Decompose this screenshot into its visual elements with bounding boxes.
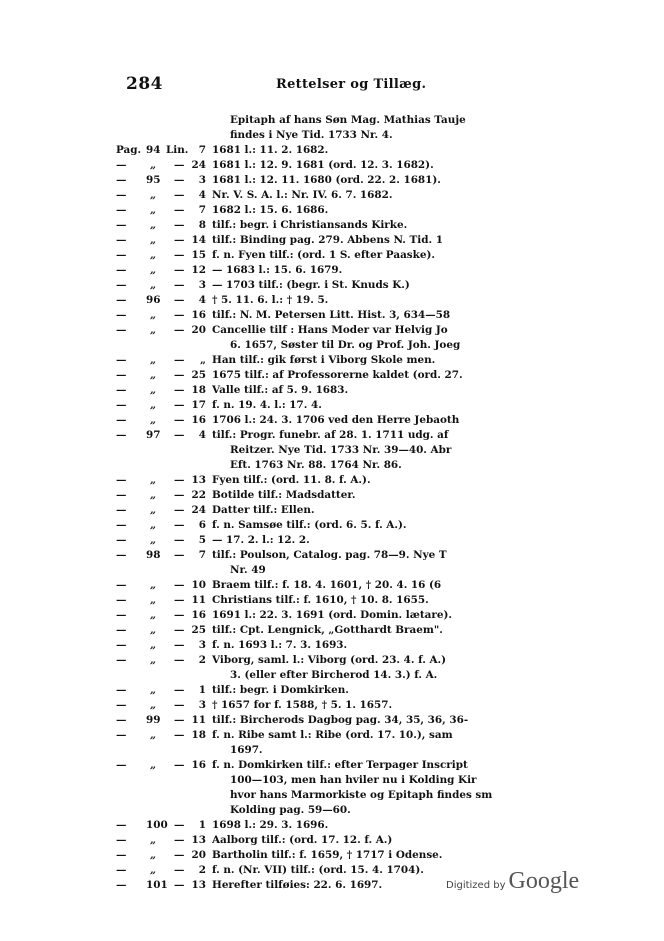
correction-text: Reitzer. Nye Tid. 1733 Nr. 39—40. Abr [230,444,452,456]
errata-line [0,608,664,623]
line-ref-dash: — [174,354,185,366]
errata-line [0,278,664,293]
errata-line [0,458,664,473]
page-ref-label: — [116,324,127,336]
correction-text: 1682 l.: 15. 6. 1686. [212,204,329,216]
page-ref-label: — [116,504,127,516]
page-ref-label: — [116,729,127,741]
errata-line [0,503,664,518]
page-ref-label: — [116,519,127,531]
line-ref-dash: — [174,879,185,891]
line-ref-dash: — [174,699,185,711]
ditto-mark: „ [150,204,156,216]
correction-text: 100—103, men han hviler nu i Kolding Kir [230,774,477,786]
page-ref-label: — [116,414,127,426]
correction-text: 1681 l.: 11. 2. 1682. [212,144,329,156]
correction-text: 1691 l.: 22. 3. 1691 (ord. Domin. lætare). [212,609,452,621]
line-ref-dash: — [174,234,185,246]
line-ref-number: 20 [191,324,206,336]
line-ref-dash: — [174,279,185,291]
line-ref-number: 25 [191,624,206,636]
errata-line [0,623,664,638]
page-ref-label: — [116,354,127,366]
ditto-mark: „ [150,249,156,261]
line-ref-number: 18 [191,729,206,741]
line-ref-number: 16 [191,759,206,771]
correction-text: 1675 tilf.: af Professorerne kaldet (ord. 27. [212,369,463,381]
correction-text: 1681 l.: 12. 9. 1681 (ord. 12. 3. 1682). [212,159,434,171]
ditto-mark: „ [150,729,156,741]
correction-text: tilf.: N. M. Petersen Litt. Hist. 3, 634—58 [212,309,451,321]
line-ref-number: 16 [191,609,206,621]
line-ref-dash: — [174,534,185,546]
line-ref-number: 3 [198,639,206,651]
errata-line [0,548,664,563]
ditto-mark: „ [150,414,156,426]
errata-line [0,593,664,608]
google-logo: Google [508,868,580,894]
correction-text: † 1657 for f. 1588, † 5. 1. 1657. [212,699,393,711]
correction-text: Viborg, saml. l.: Viborg (ord. 23. 4. f. A.) [212,654,447,666]
errata-line [0,638,664,653]
ditto-mark: „ [150,489,156,501]
line-ref-number: 14 [191,234,206,246]
page-ref-number: 95 [146,174,161,186]
page-ref-label: — [116,594,127,606]
errata-line [0,203,664,218]
ditto-mark: „ [150,399,156,411]
line-ref-dash: — [174,759,185,771]
page-ref-label: — [116,609,127,621]
line-ref-number: 10 [191,579,206,591]
errata-line [0,653,664,668]
line-ref-number: 22 [191,489,206,501]
page-ref-label: — [116,819,127,831]
line-ref-number: 15 [191,249,206,261]
ditto-mark: „ [150,159,156,171]
line-ref-number: 13 [191,474,206,486]
page-ref-number: 98 [146,549,161,561]
errata-line [0,473,664,488]
correction-text: — 1703 tilf.: (begr. i St. Knuds K.) [212,279,410,291]
errata-line [0,233,664,248]
line-ref-number: 1 [198,819,206,831]
line-ref-number: 13 [191,834,206,846]
correction-text: 1706 l.: 24. 3. 1706 ved den Herre Jebaoth [212,414,460,426]
correction-text: hvor hans Marmorkiste og Epitaph findes sm [230,789,493,801]
line-ref-dash: — [174,174,185,186]
correction-text: tilf.: begr. i Christiansands Kirke. [212,219,408,231]
errata-line [0,773,664,788]
errata-line [0,428,664,443]
errata-line [0,113,664,128]
errata-line [0,713,664,728]
errata-line [0,143,664,158]
correction-text: Nr. 49 [230,564,266,576]
errata-line [0,338,664,353]
line-ref-number: „ [200,354,206,366]
correction-text: 1697. [230,744,263,756]
page-ref-label: — [116,624,127,636]
line-ref-number: 7 [198,144,206,156]
line-ref-number: 17 [191,399,206,411]
ditto-mark: „ [150,354,156,366]
page-ref-number: 96 [146,294,161,306]
line-ref-dash: — [174,414,185,426]
line-ref-dash: — [174,369,185,381]
page-ref-label: — [116,219,127,231]
page-ref-label: — [116,204,127,216]
line-ref-dash: — [174,609,185,621]
errata-line [0,848,664,863]
correction-text: Fyen tilf.: (ord. 11. 8. f. A.). [212,474,371,486]
line-ref-number: 16 [191,309,206,321]
correction-text: f. n. Samsøe tilf.: (ord. 6. 5. f. A.). [212,519,407,531]
correction-text: f. n. (Nr. VII) tilf.: (ord. 15. 4. 1704). [212,864,424,876]
errata-line [0,383,664,398]
page-ref-label: — [116,534,127,546]
page-ref-label: — [116,309,127,321]
ditto-mark: „ [150,639,156,651]
line-ref-dash: — [174,204,185,216]
page-ref-label: — [116,174,127,186]
line-ref-dash: — [174,519,185,531]
line-ref-dash: — [174,579,185,591]
correction-text: Eft. 1763 Nr. 88. 1764 Nr. 86. [230,459,402,471]
errata-line [0,563,664,578]
page-ref-label: — [116,249,127,261]
ditto-mark: „ [150,234,156,246]
line-ref-number: 4 [198,429,206,441]
line-ref-dash: — [174,819,185,831]
correction-text: f. n. 19. 4. l.: 17. 4. [212,399,322,411]
errata-line [0,173,664,188]
ditto-mark: „ [150,864,156,876]
correction-text: Christians tilf.: f. 1610, † 10. 8. 1655. [212,594,429,606]
line-ref-dash: — [174,729,185,741]
line-ref-number: 13 [191,879,206,891]
line-ref-number: 25 [191,369,206,381]
running-head: Rettelser og Tillæg. [276,77,427,92]
line-ref-dash: — [174,714,185,726]
line-ref-dash: — [174,324,185,336]
ditto-mark: „ [150,834,156,846]
correction-text: Datter tilf.: Ellen. [212,504,315,516]
correction-text: f. n. Ribe samt l.: Ribe (ord. 17. 10.), sam [212,729,453,741]
correction-text: tilf.: Cpt. Lengnick, „Gotthardt Braem". [212,624,443,636]
page-ref-label: — [116,654,127,666]
line-ref-number: 7 [198,204,206,216]
line-ref-number: 8 [198,219,206,231]
errata-line [0,248,664,263]
errata-line [0,368,664,383]
page-ref-number: 99 [146,714,161,726]
correction-text: 6. 1657, Søster til Dr. og Prof. Joh. Joeg [230,339,461,351]
correction-text: Cancellie tilf : Hans Moder var Helvig Jo [212,324,448,336]
ditto-mark: „ [150,519,156,531]
correction-text: † 5. 11. 6. l.: † 19. 5. [212,294,329,306]
errata-line [0,818,664,833]
errata-line [0,293,664,308]
errata-line [0,188,664,203]
correction-text: tilf.: Binding pag. 279. Abbens N. Tid. 1 [212,234,443,246]
line-ref-number: 4 [198,294,206,306]
line-ref-number: 4 [198,189,206,201]
line-ref-dash: — [174,489,185,501]
errata-line [0,413,664,428]
correction-text: tilf.: Poulson, Catalog. pag. 78—9. Nye T [212,549,447,561]
line-ref-dash: — [174,864,185,876]
errata-line [0,668,664,683]
line-ref-dash: — [174,834,185,846]
line-ref-dash: — [174,189,185,201]
line-ref-number: 3 [198,174,206,186]
page-ref-label: — [116,384,127,396]
page-ref-label: — [116,234,127,246]
errata-line [0,683,664,698]
ditto-mark: „ [150,264,156,276]
page-ref-label: — [116,549,127,561]
page-ref-label: — [116,474,127,486]
correction-text: f. n. 1693 l.: 7. 3. 1693. [212,639,348,651]
errata-line [0,353,664,368]
errata-line [0,488,664,503]
line-ref-dash: — [174,849,185,861]
correction-text: Bartholin tilf.: f. 1659, † 1717 i Odense. [212,849,443,861]
line-ref-dash: — [174,624,185,636]
correction-text: Epitaph af hans Søn Mag. Mathias Tauje [230,114,466,126]
line-ref-number: 6 [198,519,206,531]
page-ref-label: — [116,879,127,891]
correction-text: 3. (eller efter Bircherod 14. 3.) f. A. [230,669,438,681]
correction-text: f. n. Domkirken tilf.: efter Terpager Inscript [212,759,468,771]
errata-line [0,263,664,278]
page-ref-label: — [116,429,127,441]
correction-text: Nr. V. S. A. l.: Nr. IV. 6. 7. 1682. [212,189,393,201]
line-ref-dash: — [174,594,185,606]
line-ref-number: 1 [198,684,206,696]
line-ref-number: 18 [191,384,206,396]
page-ref-number: 94 [146,144,161,156]
correction-text: — 1683 l.: 15. 6. 1679. [212,264,343,276]
errata-line [0,743,664,758]
line-ref-dash: — [174,219,185,231]
ditto-mark: „ [150,699,156,711]
page-ref-number: 101 [146,879,168,891]
correction-text: Botilde tilf.: Madsdatter. [212,489,356,501]
errata-line [0,833,664,848]
page-ref-label: — [116,369,127,381]
ditto-mark: „ [150,279,156,291]
ditto-mark: „ [150,579,156,591]
ditto-mark: „ [150,189,156,201]
correction-text: Kolding pag. 59—60. [230,804,351,816]
correction-text: — 17. 2. l.: 12. 2. [212,534,310,546]
ditto-mark: „ [150,504,156,516]
line-ref-number: 16 [191,414,206,426]
line-ref-number: 3 [198,699,206,711]
correction-text: 1698 l.: 29. 3. 1696. [212,819,329,831]
ditto-mark: „ [150,384,156,396]
line-ref-number: 24 [191,504,206,516]
errata-line [0,698,664,713]
page-ref-label: — [116,639,127,651]
line-ref-number: 2 [198,654,206,666]
ditto-mark: „ [150,609,156,621]
ditto-mark: „ [150,759,156,771]
ditto-mark: „ [150,684,156,696]
ditto-mark: „ [150,369,156,381]
correction-text: 1681 l.: 12. 11. 1680 (ord. 22. 2. 1681). [212,174,441,186]
line-ref-number: 2 [198,864,206,876]
line-ref-number: 11 [191,714,206,726]
line-ref-dash: — [174,399,185,411]
correction-text: f. n. Fyen tilf.: (ord. 1 S. efter Paaske). [212,249,435,261]
ditto-mark: „ [150,474,156,486]
line-ref-dash: — [174,684,185,696]
ditto-mark: „ [150,654,156,666]
ditto-mark: „ [150,849,156,861]
errata-line [0,323,664,338]
ditto-mark: „ [150,624,156,636]
correction-text: Valle tilf.: af 5. 9. 1683. [212,384,349,396]
line-ref-dash: — [174,384,185,396]
ditto-mark: „ [150,324,156,336]
ditto-mark: „ [150,309,156,321]
line-ref-dash: — [174,639,185,651]
line-ref-dash: — [174,249,185,261]
errata-line [0,128,664,143]
correction-text: Han tilf.: gik først i Viborg Skole men. [212,354,436,366]
errata-line [0,443,664,458]
digitized-by-label: Digitized by [446,880,506,891]
line-ref-label: Lin. [166,144,189,156]
page-ref-label: Pag. [116,144,142,156]
google-digitized-credit [446,868,579,895]
page-ref-label: — [116,159,127,171]
page-ref-label: — [116,294,127,306]
line-ref-dash: — [174,309,185,321]
page-number: 284 [126,74,163,94]
errata-line [0,803,664,818]
page-ref-number: 97 [146,429,161,441]
correction-text: Aalborg tilf.: (ord. 17. 12. f. A.) [212,834,393,846]
page-ref-label: — [116,759,127,771]
line-ref-number: 3 [198,279,206,291]
page-ref-label: — [116,699,127,711]
correction-text: tilf.: begr. i Domkirken. [212,684,349,696]
errata-line [0,398,664,413]
errata-line [0,218,664,233]
correction-text: Braem tilf.: f. 18. 4. 1601, † 20. 4. 16 (6 [212,579,442,591]
correction-text: findes i Nye Tid. 1733 Nr. 4. [230,129,393,141]
line-ref-number: 11 [191,594,206,606]
page-ref-label: — [116,714,127,726]
ditto-mark: „ [150,594,156,606]
line-ref-dash: — [174,159,185,171]
page-ref-label: — [116,264,127,276]
page-ref-label: — [116,849,127,861]
errata-line [0,518,664,533]
page-ref-number: 100 [146,819,168,831]
errata-line [0,758,664,773]
errata-line [0,308,664,323]
line-ref-dash: — [174,429,185,441]
line-ref-dash: — [174,549,185,561]
line-ref-number: 5 [198,534,206,546]
page-ref-label: — [116,489,127,501]
line-ref-dash: — [174,264,185,276]
line-ref-number: 7 [198,549,206,561]
errata-line [0,728,664,743]
line-ref-number: 20 [191,849,206,861]
errata-line [0,533,664,548]
errata-line [0,158,664,173]
correction-text: tilf.: Bircherods Dagbog pag. 34, 35, 36, 36- [212,714,469,726]
line-ref-dash: — [174,654,185,666]
errata-line [0,788,664,803]
line-ref-number: 24 [191,159,206,171]
line-ref-dash: — [174,504,185,516]
correction-text: tilf.: Progr. funebr. af 28. 1. 1711 udg. af [212,429,449,441]
ditto-mark: „ [150,534,156,546]
line-ref-dash: — [174,294,185,306]
page-ref-label: — [116,399,127,411]
page-ref-label: — [116,834,127,846]
correction-text: Herefter tilføies: 22. 6. 1697. [212,879,383,891]
page-ref-label: — [116,579,127,591]
ditto-mark: „ [150,219,156,231]
page-ref-label: — [116,189,127,201]
line-ref-number: 12 [191,264,206,276]
errata-line [0,578,664,593]
page-ref-label: — [116,279,127,291]
page-ref-label: — [116,864,127,876]
line-ref-dash: — [174,474,185,486]
page-ref-label: — [116,684,127,696]
